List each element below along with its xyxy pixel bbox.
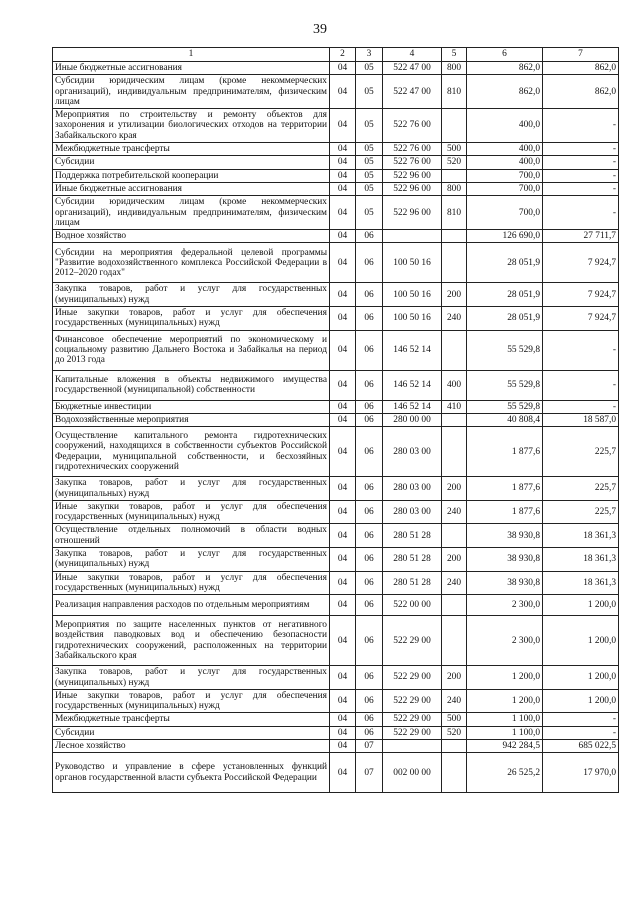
target-article-code: 100 50 16 bbox=[383, 283, 442, 307]
amount-total: 1 200,0 bbox=[467, 689, 543, 713]
subsection-code: 05 bbox=[356, 156, 383, 169]
table-row bbox=[53, 713, 619, 726]
subsection-code: 06 bbox=[356, 283, 383, 307]
amount-total: 700,0 bbox=[467, 196, 543, 230]
target-article-code: 522 47 00 bbox=[383, 62, 442, 75]
subsection-code: 06 bbox=[356, 713, 383, 726]
subsection-code: 06 bbox=[356, 400, 383, 413]
target-article-code: 522 29 00 bbox=[383, 666, 442, 690]
item-name: Иные бюджетные ассигнования bbox=[53, 62, 330, 75]
subsection-code: 07 bbox=[356, 739, 383, 752]
amount-federal: 18 361,3 bbox=[543, 571, 619, 595]
target-article-code: 522 96 00 bbox=[383, 169, 442, 182]
expense-type-code bbox=[442, 330, 467, 370]
amount-total: 38 930,8 bbox=[467, 524, 543, 548]
amount-total: 862,0 bbox=[467, 75, 543, 109]
target-article-code: 280 03 00 bbox=[383, 427, 442, 477]
section-code: 04 bbox=[330, 524, 356, 548]
target-article-code: 522 96 00 bbox=[383, 196, 442, 230]
subsection-code: 06 bbox=[356, 413, 383, 426]
item-name: Лесное хозяйство bbox=[53, 739, 330, 752]
subsection-code: 05 bbox=[356, 196, 383, 230]
expense-type-code: 200 bbox=[442, 283, 467, 307]
target-article-code: 522 00 00 bbox=[383, 595, 442, 616]
table-row bbox=[53, 243, 619, 283]
target-article-code bbox=[383, 739, 442, 752]
section-code: 04 bbox=[330, 689, 356, 713]
amount-federal: 1 200,0 bbox=[543, 689, 619, 713]
amount-total: 2 300,0 bbox=[467, 595, 543, 616]
amount-federal: 7 924,7 bbox=[543, 283, 619, 307]
item-name: Иные закупки товаров, работ и услуг для обеспечения государственных (муниципальных) нужд bbox=[53, 571, 330, 595]
item-name: Иные бюджетные ассигнования bbox=[53, 182, 330, 195]
section-code: 04 bbox=[330, 143, 356, 156]
table-row bbox=[53, 666, 619, 690]
subsection-code: 06 bbox=[356, 243, 383, 283]
expense-type-code bbox=[442, 169, 467, 182]
expense-type-code: 400 bbox=[442, 370, 467, 400]
item-name: Межбюджетные трансферты bbox=[53, 143, 330, 156]
section-code: 04 bbox=[330, 477, 356, 501]
item-name: Иные закупки товаров, работ и услуг для обеспечения государственных (муниципальных) нужд bbox=[53, 307, 330, 331]
item-name: Мероприятия по защите населенных пунктов от негативного воздействия паводковых вод и обеспечению безопасности гидротехнических сооружений, расположенных на территории Забайкальского края bbox=[53, 616, 330, 666]
target-article-code: 002 00 00 bbox=[383, 753, 442, 793]
expense-type-code: 800 bbox=[442, 62, 467, 75]
subsection-code: 05 bbox=[356, 169, 383, 182]
target-article-code: 280 03 00 bbox=[383, 477, 442, 501]
target-article-code: 146 52 14 bbox=[383, 400, 442, 413]
expense-type-code: 810 bbox=[442, 196, 467, 230]
table-row bbox=[53, 595, 619, 616]
target-article-code: 522 29 00 bbox=[383, 616, 442, 666]
item-name: Субсидии bbox=[53, 726, 330, 739]
table-row bbox=[53, 616, 619, 666]
expense-type-code bbox=[442, 413, 467, 426]
expense-type-code: 200 bbox=[442, 666, 467, 690]
section-code: 04 bbox=[330, 713, 356, 726]
amount-federal: 1 200,0 bbox=[543, 666, 619, 690]
subsection-code: 06 bbox=[356, 500, 383, 524]
expense-type-code: 240 bbox=[442, 500, 467, 524]
header-col-2: 2 bbox=[330, 48, 356, 62]
section-code: 04 bbox=[330, 370, 356, 400]
target-article-code: 522 96 00 bbox=[383, 182, 442, 195]
amount-federal: 1 200,0 bbox=[543, 616, 619, 666]
expense-type-code bbox=[442, 109, 467, 143]
section-code: 04 bbox=[330, 330, 356, 370]
amount-federal: 225,7 bbox=[543, 500, 619, 524]
subsection-code: 06 bbox=[356, 330, 383, 370]
section-code: 04 bbox=[330, 75, 356, 109]
amount-total: 400,0 bbox=[467, 109, 543, 143]
amount-total: 2 300,0 bbox=[467, 616, 543, 666]
table-row bbox=[53, 143, 619, 156]
item-name: Субсидии bbox=[53, 156, 330, 169]
section-code: 04 bbox=[330, 595, 356, 616]
table-row bbox=[53, 500, 619, 524]
section-code: 04 bbox=[330, 413, 356, 426]
page-number: 39 bbox=[313, 22, 327, 37]
table-row bbox=[53, 62, 619, 75]
amount-federal: - bbox=[543, 109, 619, 143]
item-name: Межбюджетные трансферты bbox=[53, 713, 330, 726]
target-article-code: 522 76 00 bbox=[383, 143, 442, 156]
subsection-code: 06 bbox=[356, 230, 383, 243]
target-article-code bbox=[383, 230, 442, 243]
table-row bbox=[53, 689, 619, 713]
amount-federal: 862,0 bbox=[543, 75, 619, 109]
table-row bbox=[53, 307, 619, 331]
table-row bbox=[53, 400, 619, 413]
target-article-code: 522 29 00 bbox=[383, 713, 442, 726]
amount-federal: - bbox=[543, 713, 619, 726]
expense-type-code bbox=[442, 739, 467, 752]
item-name: Реализация направления расходов по отдельным мероприятиям bbox=[53, 595, 330, 616]
amount-federal: 17 970,0 bbox=[543, 753, 619, 793]
item-name: Осуществление отдельных полномочий в области водных отношений bbox=[53, 524, 330, 548]
item-name: Бюджетные инвестиции bbox=[53, 400, 330, 413]
expense-type-code bbox=[442, 243, 467, 283]
table-row bbox=[53, 739, 619, 752]
amount-total: 700,0 bbox=[467, 169, 543, 182]
section-code: 04 bbox=[330, 571, 356, 595]
table-row bbox=[53, 182, 619, 195]
amount-federal: - bbox=[543, 143, 619, 156]
amount-total: 28 051,9 bbox=[467, 243, 543, 283]
amount-federal: 862,0 bbox=[543, 62, 619, 75]
amount-federal: - bbox=[543, 169, 619, 182]
amount-federal: - bbox=[543, 182, 619, 195]
amount-federal: 225,7 bbox=[543, 427, 619, 477]
expense-type-code bbox=[442, 595, 467, 616]
amount-federal: - bbox=[543, 330, 619, 370]
amount-total: 1 100,0 bbox=[467, 713, 543, 726]
amount-federal: - bbox=[543, 400, 619, 413]
item-name: Закупка товаров, работ и услуг для государственных (муниципальных) нужд bbox=[53, 548, 330, 572]
item-name: Субсидии юридическим лицам (кроме некоммерческих организаций), индивидуальным предпринимателям, физическим лицам bbox=[53, 196, 330, 230]
amount-federal: 27 711,7 bbox=[543, 230, 619, 243]
target-article-code: 100 50 16 bbox=[383, 307, 442, 331]
table-row bbox=[53, 156, 619, 169]
amount-total: 1 200,0 bbox=[467, 666, 543, 690]
item-name: Мероприятия по строительству и ремонту объектов для захоронения и утилизации биологических отходов на территории Забайкальского края bbox=[53, 109, 330, 143]
item-name: Закупка товаров, работ и услуг для государственных (муниципальных) нужд bbox=[53, 666, 330, 690]
amount-total: 1 877,6 bbox=[467, 500, 543, 524]
amount-total: 38 930,8 bbox=[467, 571, 543, 595]
expense-type-code: 500 bbox=[442, 713, 467, 726]
item-name: Поддержка потребительской кооперации bbox=[53, 169, 330, 182]
subsection-code: 05 bbox=[356, 62, 383, 75]
expense-type-code bbox=[442, 753, 467, 793]
amount-federal: 685 022,5 bbox=[543, 739, 619, 752]
item-name: Иные закупки товаров, работ и услуг для обеспечения государственных (муниципальных) нужд bbox=[53, 689, 330, 713]
amount-federal: 18 361,3 bbox=[543, 524, 619, 548]
item-name: Водохозяйственные мероприятия bbox=[53, 413, 330, 426]
amount-total: 28 051,9 bbox=[467, 283, 543, 307]
subsection-code: 06 bbox=[356, 427, 383, 477]
section-code: 04 bbox=[330, 726, 356, 739]
table-row bbox=[53, 370, 619, 400]
item-name: Закупка товаров, работ и услуг для государственных (муниципальных) нужд bbox=[53, 477, 330, 501]
expense-type-code: 410 bbox=[442, 400, 467, 413]
target-article-code: 146 52 14 bbox=[383, 370, 442, 400]
section-code: 04 bbox=[330, 182, 356, 195]
amount-total: 28 051,9 bbox=[467, 307, 543, 331]
subsection-code: 06 bbox=[356, 307, 383, 331]
subsection-code: 06 bbox=[356, 616, 383, 666]
amount-federal: - bbox=[543, 156, 619, 169]
expense-type-code: 240 bbox=[442, 571, 467, 595]
item-name: Субсидии юридическим лицам (кроме некоммерческих организаций), индивидуальным предпринимателям, физическим лицам bbox=[53, 75, 330, 109]
amount-federal: 7 924,7 bbox=[543, 307, 619, 331]
amount-total: 40 808,4 bbox=[467, 413, 543, 426]
table-row bbox=[53, 427, 619, 477]
table-row bbox=[53, 477, 619, 501]
expense-type-code: 240 bbox=[442, 689, 467, 713]
header-col-6: 6 bbox=[467, 48, 543, 62]
amount-federal: 18 361,3 bbox=[543, 548, 619, 572]
table-row bbox=[53, 283, 619, 307]
table-row bbox=[53, 196, 619, 230]
expense-type-code: 800 bbox=[442, 182, 467, 195]
section-code: 04 bbox=[330, 753, 356, 793]
table-row bbox=[53, 753, 619, 793]
subsection-code: 05 bbox=[356, 143, 383, 156]
subsection-code: 06 bbox=[356, 524, 383, 548]
amount-federal: - bbox=[543, 196, 619, 230]
table-row bbox=[53, 524, 619, 548]
subsection-code: 06 bbox=[356, 548, 383, 572]
amount-total: 38 930,8 bbox=[467, 548, 543, 572]
table-row bbox=[53, 169, 619, 182]
section-code: 04 bbox=[330, 400, 356, 413]
amount-federal: 18 587,0 bbox=[543, 413, 619, 426]
amount-total: 700,0 bbox=[467, 182, 543, 195]
item-name: Осуществление капитального ремонта гидротехнических сооружений, находящихся в собственности субъектов Российской Федерации, муниципальной собственности, и бесхозяйных гидротехнических сооружений bbox=[53, 427, 330, 477]
expense-type-code bbox=[442, 524, 467, 548]
section-code: 04 bbox=[330, 500, 356, 524]
amount-federal: 1 200,0 bbox=[543, 595, 619, 616]
amount-federal: - bbox=[543, 726, 619, 739]
section-code: 04 bbox=[330, 196, 356, 230]
item-name: Финансовое обеспечение мероприятий по экономическому и социальному развитию Дальнего Востока и Забайкалья на период до 2013 года bbox=[53, 330, 330, 370]
target-article-code: 522 47 00 bbox=[383, 75, 442, 109]
target-article-code: 146 52 14 bbox=[383, 330, 442, 370]
amount-total: 55 529,8 bbox=[467, 330, 543, 370]
subsection-code: 06 bbox=[356, 370, 383, 400]
header-col-1: 1 bbox=[53, 48, 330, 62]
target-article-code: 522 76 00 bbox=[383, 156, 442, 169]
subsection-code: 07 bbox=[356, 753, 383, 793]
item-name: Водное хозяйство bbox=[53, 230, 330, 243]
expense-type-code bbox=[442, 616, 467, 666]
subsection-code: 06 bbox=[356, 726, 383, 739]
expense-type-code: 500 bbox=[442, 143, 467, 156]
expense-type-code: 200 bbox=[442, 477, 467, 501]
section-code: 04 bbox=[330, 427, 356, 477]
item-name: Капитальные вложения в объекты недвижимого имущества государственной (муниципальной) собственности bbox=[53, 370, 330, 400]
table-row bbox=[53, 109, 619, 143]
amount-total: 1 877,6 bbox=[467, 477, 543, 501]
target-article-code: 280 51 28 bbox=[383, 571, 442, 595]
target-article-code: 522 29 00 bbox=[383, 726, 442, 739]
header-col-5: 5 bbox=[442, 48, 467, 62]
amount-federal: 7 924,7 bbox=[543, 243, 619, 283]
amount-total: 55 529,8 bbox=[467, 400, 543, 413]
target-article-code: 522 29 00 bbox=[383, 689, 442, 713]
subsection-code: 06 bbox=[356, 689, 383, 713]
expense-type-code: 810 bbox=[442, 75, 467, 109]
amount-total: 55 529,8 bbox=[467, 370, 543, 400]
subsection-code: 05 bbox=[356, 109, 383, 143]
section-code: 04 bbox=[330, 739, 356, 752]
target-article-code: 280 03 00 bbox=[383, 500, 442, 524]
expense-type-code: 520 bbox=[442, 726, 467, 739]
section-code: 04 bbox=[330, 666, 356, 690]
target-article-code: 100 50 16 bbox=[383, 243, 442, 283]
amount-federal: - bbox=[543, 370, 619, 400]
subsection-code: 06 bbox=[356, 477, 383, 501]
header-col-7: 7 bbox=[543, 48, 619, 62]
expense-type-code: 520 bbox=[442, 156, 467, 169]
table-row bbox=[53, 75, 619, 109]
section-code: 04 bbox=[330, 616, 356, 666]
section-code: 04 bbox=[330, 169, 356, 182]
header-col-4: 4 bbox=[383, 48, 442, 62]
amount-federal: 225,7 bbox=[543, 477, 619, 501]
section-code: 04 bbox=[330, 156, 356, 169]
target-article-code: 280 51 28 bbox=[383, 548, 442, 572]
item-name: Субсидии на мероприятия федеральной целевой программы "Развитие водохозяйственного комплекса Российской Федерации в 2012–2020 годах" bbox=[53, 243, 330, 283]
target-article-code: 522 76 00 bbox=[383, 109, 442, 143]
expense-type-code bbox=[442, 230, 467, 243]
item-name: Закупка товаров, работ и услуг для государственных (муниципальных) нужд bbox=[53, 283, 330, 307]
table-row bbox=[53, 571, 619, 595]
subsection-code: 06 bbox=[356, 666, 383, 690]
table-row bbox=[53, 230, 619, 243]
expense-type-code: 200 bbox=[442, 548, 467, 572]
amount-total: 26 525,2 bbox=[467, 753, 543, 793]
subsection-code: 05 bbox=[356, 75, 383, 109]
amount-total: 400,0 bbox=[467, 143, 543, 156]
budget-table bbox=[52, 47, 619, 793]
subsection-code: 05 bbox=[356, 182, 383, 195]
section-code: 04 bbox=[330, 283, 356, 307]
amount-total: 1 877,6 bbox=[467, 427, 543, 477]
section-code: 04 bbox=[330, 109, 356, 143]
expense-type-code bbox=[442, 427, 467, 477]
table-row bbox=[53, 726, 619, 739]
subsection-code: 06 bbox=[356, 595, 383, 616]
amount-total: 400,0 bbox=[467, 156, 543, 169]
table-row bbox=[53, 548, 619, 572]
table-header-row bbox=[53, 48, 619, 62]
amount-total: 1 100,0 bbox=[467, 726, 543, 739]
target-article-code: 280 00 00 bbox=[383, 413, 442, 426]
amount-total: 942 284,5 bbox=[467, 739, 543, 752]
item-name: Руководство и управление в сфере установленных функций органов государственной власти субъекта Российской Федерации bbox=[53, 753, 330, 793]
target-article-code: 280 51 28 bbox=[383, 524, 442, 548]
subsection-code: 06 bbox=[356, 571, 383, 595]
table-row bbox=[53, 413, 619, 426]
item-name: Иные закупки товаров, работ и услуг для обеспечения государственных (муниципальных) нужд bbox=[53, 500, 330, 524]
amount-total: 862,0 bbox=[467, 62, 543, 75]
section-code: 04 bbox=[330, 243, 356, 283]
header-col-3: 3 bbox=[356, 48, 383, 62]
section-code: 04 bbox=[330, 62, 356, 75]
section-code: 04 bbox=[330, 307, 356, 331]
expense-type-code: 240 bbox=[442, 307, 467, 331]
table-row bbox=[53, 330, 619, 370]
section-code: 04 bbox=[330, 548, 356, 572]
section-code: 04 bbox=[330, 230, 356, 243]
amount-total: 126 690,0 bbox=[467, 230, 543, 243]
